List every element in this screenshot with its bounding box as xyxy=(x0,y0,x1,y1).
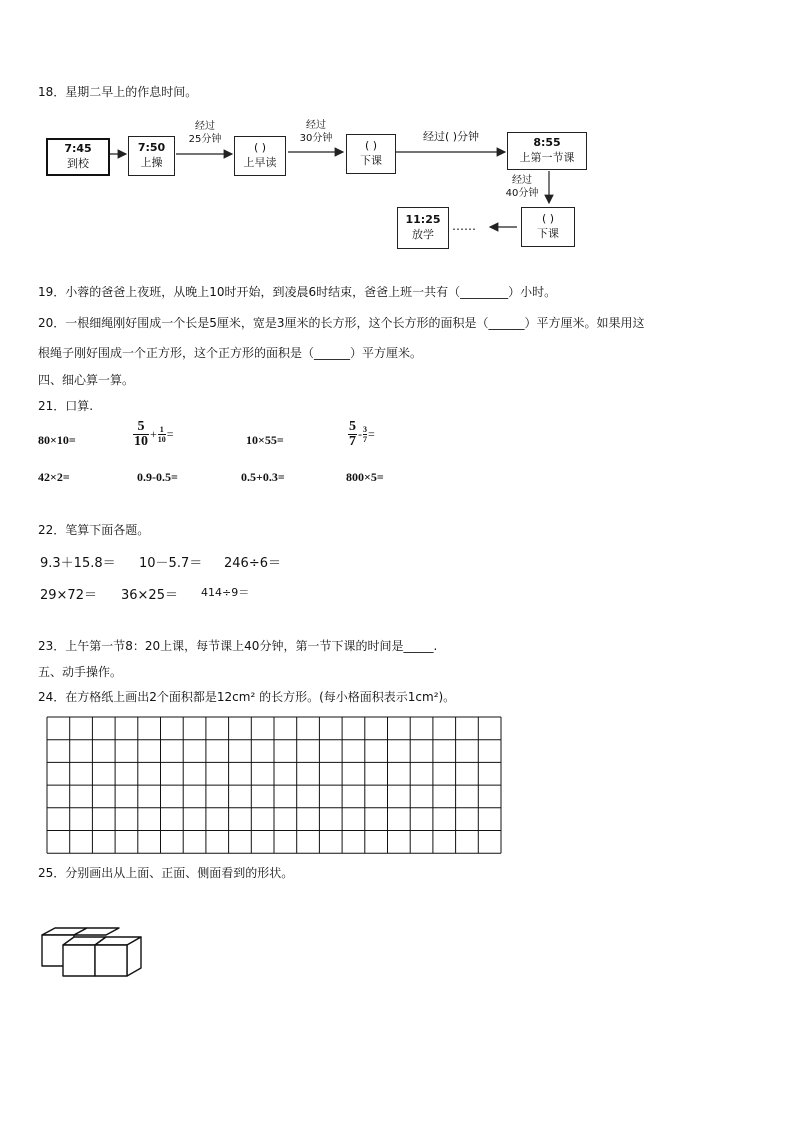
written-calc-3: 246÷6＝ xyxy=(224,556,281,571)
arrow-label-25min xyxy=(178,121,232,146)
box-label: 上早读 xyxy=(243,156,277,169)
q22-title: 22．笔算下面各题。 xyxy=(38,523,150,537)
fraction-1-10 xyxy=(158,426,166,444)
box-morning-reading xyxy=(234,136,286,176)
box-break-2 xyxy=(521,207,575,247)
calc-frac-diff xyxy=(348,420,375,449)
equals: = xyxy=(166,427,174,441)
cube-front-left xyxy=(63,945,95,976)
calc-80x10: 80×10= xyxy=(38,433,76,447)
box-exercise xyxy=(128,136,175,176)
box-label: 下课 xyxy=(537,227,559,240)
q20-line1: 20．一根细绳刚好围成一个长是5厘米，宽是3厘米的长方形，这个长方形的面积是（______）平方厘米。如果用这 xyxy=(38,316,645,330)
arrow-label-blank-min xyxy=(398,130,504,144)
calc-10x55: 10×55= xyxy=(246,433,284,447)
cube-top-front-left xyxy=(63,937,106,945)
calc-0.9-0.5: 0.9-0.5= xyxy=(137,470,178,484)
cube-top-back-left xyxy=(42,928,87,935)
arrow-label-line: 经过 xyxy=(512,175,532,186)
calc-frac-sum xyxy=(133,420,174,449)
cube-back-left-front xyxy=(42,935,74,966)
q23-text: 23．上午第一节8：20上课，每节课上40分钟，第一节下课的时间是_____. xyxy=(38,639,438,653)
denominator: 7 xyxy=(363,434,367,444)
arrow-label-line: 30分钟 xyxy=(299,132,333,144)
written-calc-2: 10－5.7＝ xyxy=(139,556,203,571)
box-label: 上操 xyxy=(140,156,163,169)
box-label: 到校 xyxy=(67,157,89,170)
cube-top-front-right xyxy=(95,937,141,945)
written-calc-1: 9.3＋15.8＝ xyxy=(40,556,116,571)
q21-title: 21．口算. xyxy=(38,399,94,413)
denominator: 10 xyxy=(134,434,148,449)
written-calc-5: 36×25＝ xyxy=(121,588,178,603)
box-blank: ( ) xyxy=(364,139,378,153)
calc-42x2: 42×2= xyxy=(38,470,70,484)
written-calc-4: 29×72＝ xyxy=(40,588,97,603)
box-label: 上第一节课 xyxy=(519,151,575,164)
box-arrive-school xyxy=(46,138,110,176)
box-time: 7:50 xyxy=(137,141,166,155)
equals: = xyxy=(368,427,375,441)
q25-text: 25．分别画出从上面、正面、侧面看到的形状。 xyxy=(38,866,294,880)
box-dismissal xyxy=(397,207,449,249)
fraction-5-7 xyxy=(348,420,357,449)
cube-front-right xyxy=(95,945,127,976)
numerator: 5 xyxy=(137,419,145,434)
written-calc-6: 414÷9＝ xyxy=(201,586,250,599)
box-label: 下课 xyxy=(360,154,382,167)
box-time: 11:25 xyxy=(405,213,441,227)
operator: + xyxy=(150,427,157,441)
arrow-label-40min xyxy=(500,175,544,200)
cube-top-back-right xyxy=(74,928,119,935)
q19-text: 19．小蓉的爸爸上夜班，从晚上10时开始，到凌晨6时结束，爸爸上班一共有（________）小时。 xyxy=(38,285,557,299)
calc-800x5: 800×5= xyxy=(346,470,384,484)
box-time: 7:45 xyxy=(64,142,92,156)
denominator: 10 xyxy=(157,434,166,444)
arrow-label-line: 经过 xyxy=(195,121,215,132)
grid-lines xyxy=(47,717,501,853)
arrow-label-30min xyxy=(289,120,343,145)
fraction-3-7 xyxy=(363,426,367,444)
numerator: 5 xyxy=(349,419,356,434)
box-break-1 xyxy=(346,134,396,174)
section-4-heading: 四、细心算一算。 xyxy=(38,373,135,387)
q18-title: 18．星期二早上的作息时间。 xyxy=(38,85,198,99)
box-label: 放学 xyxy=(412,228,434,241)
box-time: 8:55 xyxy=(533,136,561,150)
denominator: 7 xyxy=(349,434,356,449)
fraction-5-10 xyxy=(133,420,149,449)
operator: - xyxy=(358,427,362,441)
numerator: 1 xyxy=(159,424,164,434)
box-blank: ( ) xyxy=(253,141,267,155)
arrow-label-line: 40分钟 xyxy=(505,187,539,199)
q20-line2: 根绳子刚好围成一个正方形，这个正方形的面积是（______）平方厘米。 xyxy=(38,346,423,360)
box-first-class xyxy=(507,132,587,170)
section-5-heading: 五、动手操作。 xyxy=(38,665,123,679)
q24-text: 24．在方格纸上画出2个面积都是12cm² 的长方形。(每小格面积表示1cm²)。 xyxy=(38,690,456,704)
box-blank: ( ) xyxy=(541,212,555,226)
calc-0.5+0.3: 0.5+0.3= xyxy=(241,470,285,484)
arrow-label-line: 经过( )分钟 xyxy=(422,130,480,143)
ellipsis: …… xyxy=(452,219,476,233)
numerator: 3 xyxy=(363,424,367,434)
arrow-label-line: 25分钟 xyxy=(188,133,222,145)
arrow-label-line: 经过 xyxy=(306,120,326,131)
cube-right-side xyxy=(127,937,141,976)
